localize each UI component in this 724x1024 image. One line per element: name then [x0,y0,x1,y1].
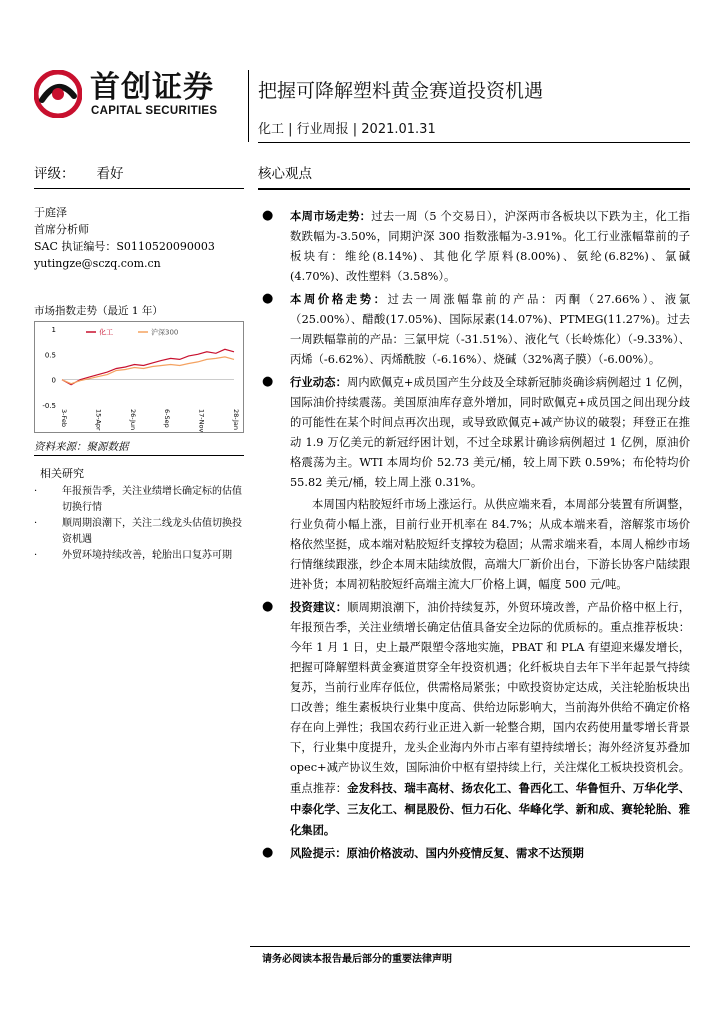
rating-value: 看好 [96,166,124,182]
recommend-stocks: 金发科技、瑞丰高材、扬农化工、鲁西化工、华鲁恒升、万华化学、中泰化学、三友化工、桐昆股份、恒力石化、华峰化学、新和成、赛轮轮胎、雅化集团。 [290,781,690,837]
point-investment-advice [262,597,690,841]
left-rule-1 [34,188,244,189]
analyst-email[interactable]: yutingze@sczq.com.cn [34,257,161,270]
point-label: 行业动态： [290,375,347,389]
x-tick-label: 28-Jan [232,409,240,430]
point-label: 本周价格走势： [290,292,388,306]
x-tick-label: 6-Sep [163,409,172,428]
bullet-icon: ● [262,374,274,389]
chart-svg [34,321,244,433]
point-market-trend [262,206,690,287]
y-tick-label: 0.5 [44,351,56,360]
point-label: 投资建议： [290,600,348,614]
point-risk [262,843,690,864]
header-rule [258,142,690,143]
analyst-role: 首席分析师 [34,223,89,236]
point-text: 原油价格波动、国内外疫情反复、需求不达预期 [346,846,584,860]
bullet-icon: ● [262,208,274,223]
point-industry-news [262,372,690,493]
analyst-info [34,204,215,272]
bullet-icon: ● [262,599,274,614]
point-text: 过去一周（5 个交易日），沪深两市各板块以下跌为主，化工指数跌幅为-3.50%，同期沪深 300 指数涨幅为-3.91%。化工行业涨幅靠前的子板块有：维纶(8.14%)、其他化学原料(8.00%)、氨纶(6.82%)、氯碱(4.70%)、改性塑料（3.58%）。 [290,210,690,283]
legend-label: 沪深300 [151,328,179,337]
section-rule [258,188,690,190]
rating-label: 评级： [34,166,75,182]
recommend-label: 重点推荐： [290,782,348,795]
point-price-trend [262,289,690,370]
market-index-chart [34,303,244,433]
y-tick-label: 0 [51,376,56,385]
point-text: 周内欧佩克+成员国产生分歧及全球新冠肺炎确诊病例超过 1 亿例，国际油价持续震荡。美国原油库存意外增加，同时欧佩克+成员国之间出现分歧的可能性在某个时间点再次出现，或导致欧佩克+减产协议的破裂；拜登正在推动 1.9 万亿美元的新冠纾困计划，不过全球累计确诊病例超过 1 亿例，原油价格震荡为主。WTI 本周均价 52.73 美元/桶，较上周下跌 0.59%；布伦特均价 55.82 美元/桶，较上周上涨 0.31%。 [290,376,690,489]
left-rule-2 [34,455,244,456]
header-divider [248,70,249,142]
report-subtitle: 化工 | 行业周报 | 2021.01.31 [258,122,436,137]
brand-name-en: CAPITAL SECURITIES [91,105,218,117]
related-item[interactable]: · 顺周期浪潮下，关注二线龙头估值切换投资机遇 [34,516,244,547]
capital-securities-logo-icon [34,70,82,118]
section-title: 核心观点 [258,166,312,182]
point-label: 风险提示： [290,846,347,860]
point-viscose [262,495,690,595]
x-tick-label: 26-Jun [128,409,137,431]
related-item[interactable]: · 外贸环境持续改善，轮胎出口复苏可期 [34,548,244,564]
x-tick-label: 15-Apr [94,409,103,431]
analyst-cert: SAC 执证编号：S0110520090003 [34,240,215,253]
rating [34,162,146,182]
footer-disclaimer[interactable]: 请务必阅读本报告最后部分的重要法律声明 [262,954,452,965]
point-text: 过去一周涨幅靠前的产品：丙酮（27.66%）、液氯（25.00%）、醋酸(17.05%)、国际尿素(14.07%)、PTMEG(11.27%)。过去一周跌幅靠前的产品：三氯甲烷（-31.51%）、液化气（长岭炼化）（-9.33%）、丙烯（-6.62%）、丙烯酰胺（-6.16%）、烧碱（32%离子膜）（-6.00%）。 [290,293,690,366]
y-tick-label: -0.5 [42,402,56,410]
related-list [34,484,244,565]
point-text: 顺周期浪潮下，油价持续复苏，外贸环境改善，产品价格中枢上行，年报预告季，关注业绩增长确定估值具备安全边际的优质标的。重点推荐板块：今年 1 月 1 日，史上最严限塑令落地实施，PBAT 和 PLA 有望迎来爆发增长，把握可降解塑料黄金赛道贯穿全年投资机遇；化纤板块自去年下半年起景气持续复苏，当前行业库存低位，供需格局紧张；中欧投资协定达成，关注轮胎板块出口改善；维生素板块行业集中度高、供给边际影响大，当前海外供给不确定价格存在向上弹性；我国农药行业正进入新一轮整合期，国内农药使用量零增长背景下，行业集中度提升，龙头企业海内外市占率有望持续增长；海外经济复苏叠加 opec+减产协议生效，国际油价中枢有望持续上行，关注煤化工板块投资机会。 [290,601,690,774]
related-title: 相关研究 [40,467,84,480]
report-title: 把握可降解塑料黄金赛道投资机遇 [258,80,544,102]
bullet-icon: ● [262,845,274,860]
point-label: 本周市场走势： [290,209,372,223]
core-views [262,206,690,866]
x-tick-label: 3-Feb [60,409,68,427]
legend-label: 化工 [99,328,113,337]
chart-title: 市场指数走势（最近 1 年） [34,305,163,317]
related-item[interactable]: · 年报预告季，关注业绩增长确定标的估值切换行情 [34,484,244,515]
x-tick-label: 17-Nov [197,409,206,433]
company-logo [34,70,244,120]
chart-source: 资料来源：聚源数据 [34,441,129,453]
brand-name-cn: 首创证券 [90,70,214,105]
y-tick-label: 1 [51,326,56,334]
footer-rule [250,946,690,947]
point-text: 本周国内粘胶短纤市场上涨运行。从供应端来看，本周部分装置有所调整，行业负荷小幅上涨，目前行业开机率在 84.7%；从成本端来看，溶解浆市场价格依然坚挺，成本端对粘胶短纤支撑较为稳固；从需求端来看，本周人棉纱市场行情继续跟涨，纱企本周末陆续放假，高端大厂新价出台，下游长协客户陆续跟进补货；本周初粘胶短纤高端主流大厂价格上调，幅度 500 元/吨。 [290,498,690,591]
analyst-name: 于庭泽 [34,206,67,219]
bullet-icon: ● [262,291,274,306]
